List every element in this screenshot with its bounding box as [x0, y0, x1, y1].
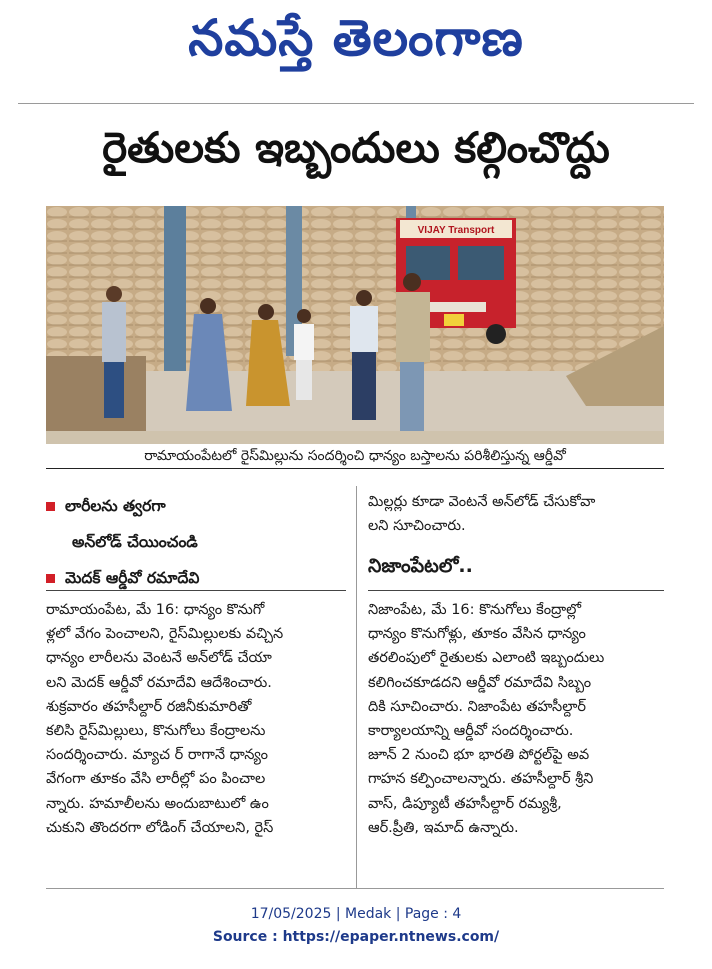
- article-left-column: [46, 598, 346, 840]
- article-line: శుక్రవారం తహసీల్దార్ రజినీకుమారితో: [46, 698, 252, 715]
- article-line: కలిసి రైస్‌మిల్లులు, కొనుగోలు కేంద్రాలను: [46, 723, 266, 740]
- bullets-rule: [46, 590, 346, 591]
- article-line: న్నారు. హమాలీలను అందుబాటులో ఉం: [46, 795, 269, 812]
- article-line: మిల్లర్లు కూడా వెంటనే అన్‌లోడ్ చేసుకోవా: [368, 494, 596, 510]
- article-line: నిజాంపేట, మే 16: కొనుగోలు కేంద్రాల్లో: [368, 602, 582, 618]
- headline: రైతులకు ఇబ్బందులు కల్గించొద్దు: [102, 123, 610, 172]
- article-line: గాహన కల్పించాలన్నారు. తహసీల్దార్ శ్రీని: [368, 771, 594, 788]
- article-line: ధాన్యం కొనుగోళ్లు, తూకం వేసిన ధాన్యం: [368, 626, 586, 643]
- article-right-column: [368, 598, 664, 840]
- article-line: లని సూచించారు.: [368, 518, 466, 535]
- subhead-rule: [368, 590, 664, 591]
- news-photo: [46, 206, 664, 444]
- bottom-rule: [46, 888, 664, 889]
- masthead-rule: [18, 103, 694, 104]
- article-line: కార్యాలయాన్ని ఆర్డీవో సందర్శించారు.: [368, 723, 574, 740]
- column-divider: [356, 486, 357, 888]
- article-line: తరలింపులో రైతులకు ఎలాంటి ఇబ్బందులు: [368, 650, 605, 667]
- photo-caption: రామాయంపేటలో రైస్‌మిల్లును సందర్శించి ధాన్యం బస్తాలను పరిశీలిస్తున్న ఆర్డీవో: [46, 444, 664, 469]
- truck-sign: VIJAY Transport: [417, 225, 495, 236]
- article-line: రామాయంపేట, మే 16: ధాన్యం కొనుగో: [46, 602, 265, 618]
- person-5: [350, 290, 378, 420]
- article-line: వేగంగా తూకం వేసి లారీల్లో పం పించాల: [46, 771, 266, 788]
- article-line: దికి సూచించారు. నిజాంపేట తహసీల్దార్: [368, 698, 586, 715]
- bullet-item: [46, 524, 356, 560]
- bullet-text: అన్‌లోడ్ చేయించండి: [72, 533, 198, 551]
- section-subhead: నిజాంపేటలో..: [368, 555, 473, 577]
- article-right-continuation: [368, 490, 664, 538]
- article-line: ధాన్యం లారీలను వెంటనే అన్‌లోడ్ చేయా: [46, 650, 272, 667]
- bullet-item: [46, 488, 356, 524]
- article-line: సందర్శించారు. మ్యాచ ర్ రాగానే ధాన్యం: [46, 747, 268, 764]
- footer-source-link[interactable]: Source : https://epaper.ntnews.com/: [212, 929, 500, 945]
- bullet-marker-icon: [46, 574, 55, 583]
- article-line: చుకుని తొందరగా లోడింగ్ చేయాలని, రైస్: [46, 819, 274, 836]
- bullet-text: లారీలను త్వరగా: [65, 497, 166, 515]
- highlight-bullets: [46, 488, 356, 596]
- article-line: వాస్, డిప్యూటీ తహసీల్దార్ రమ్యశ్రీ,: [368, 795, 562, 812]
- masthead: నమస్తే తెలంగాణ: [188, 8, 524, 67]
- bullet-marker-icon: [46, 502, 55, 511]
- article-line: ఆర్.ప్రీతి, ఇమాద్ ఉన్నారు.: [368, 819, 519, 836]
- footer-date-edition: 17/05/2025 | Medak | Page : 4: [250, 906, 462, 922]
- article-line: లని మెదక్ ఆర్డీవో రమాదేవి ఆదేశించారు.: [46, 674, 272, 691]
- person-1: [102, 286, 126, 418]
- article-line: జూన్ 2 నుంచి భూ భారతి పోర్టల్‌పై అవ: [368, 747, 590, 764]
- article-line: ళ్లలో వేగం పెంచాలని, రైస్‌మిల్లులకు వచ్చిన: [46, 626, 284, 643]
- bullet-text: మెదక్ ఆర్డీవో రమాదేవి: [65, 569, 200, 587]
- article-line: కలిగించకూడదని ఆర్డీవో రమాదేవి సిబ్బం: [368, 674, 592, 691]
